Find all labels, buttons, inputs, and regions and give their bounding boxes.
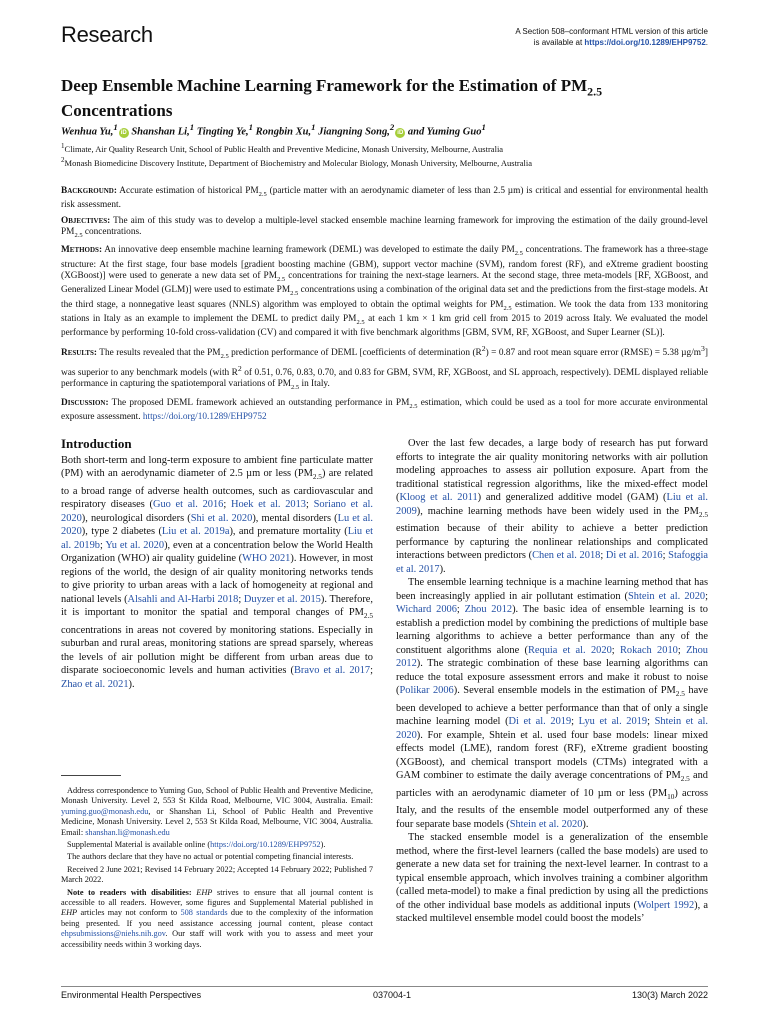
body-text: have been developed to achieve a better performance than that of only a single machine learning model ( <box>396 685 708 728</box>
body-text: ), a stacked multilevel ensemble model could boost the models’ <box>396 899 708 925</box>
background-label: Background: <box>61 186 117 196</box>
body-text: ). Several ensemble models in the estimation of PM <box>453 685 676 697</box>
separator: ; <box>705 590 708 602</box>
footnote-accessibility <box>61 888 373 950</box>
abstract-text: concentrations. <box>82 227 142 238</box>
footnote-dates: Received 2 June 2021; Revised 14 February 2022; Accepted 14 February 2022; Published 7 March 2022. <box>61 864 373 885</box>
footnote-supplemental <box>61 840 373 850</box>
citation-link[interactable]: Di et al. 2019 <box>508 716 572 728</box>
author-6-affil: 1 <box>481 122 486 132</box>
body-text: ) and generalized additive model (GAM) ( <box>477 492 667 503</box>
citation-link[interactable]: Lu et al. 2020 <box>61 512 373 538</box>
subscript: 2.5 <box>675 690 685 699</box>
conformance-note <box>515 26 708 48</box>
abstract-text: in Italy. <box>299 379 330 390</box>
author-5[interactable]: Jiangning Song, <box>318 126 390 138</box>
author-4-affil: 1 <box>311 122 316 132</box>
affiliation-1 <box>61 141 721 155</box>
subscript: 2.5 <box>503 304 512 312</box>
subscript: 2.5 <box>356 318 365 326</box>
body-text: concentrations in areas not covered by monitoring stations. Especially in suburban and rural areas, monitoring stations are spread sparsely, whereas the levels of air pollution might be different from urban areas due to disparate socioeconomic levels and human activities ( <box>61 624 373 677</box>
ehp-email-link[interactable]: ehpsubmissions@niehs.nih.gov <box>61 929 166 939</box>
508-standards-link[interactable]: 508 standards <box>180 908 228 918</box>
body-text: Both short-term and long-term exposure to ambient fine particulate matter (PM) with an aerodynamic diameter of 2.5 µm or less (PM <box>61 454 373 479</box>
citation-link[interactable]: Zhou 2012 <box>396 644 708 670</box>
superscript: 2 <box>481 344 486 354</box>
right-paragraph-3 <box>396 831 708 926</box>
abstract-text: estimation, which could be used as a tool for more accurate environmental exposure assessment. <box>61 397 709 422</box>
footnote-text: . Our staff will work with you to assess and meet your accessibility needs within 3 working days. <box>61 929 373 949</box>
body-text: ), and premature mortality ( <box>229 526 348 538</box>
journal-abbrev: EHP <box>61 908 78 918</box>
body-text: ) are related to a broad range of adverse health outcomes, such as cardiovascular and respiratory diseases ( <box>61 468 374 511</box>
author-list <box>61 122 721 138</box>
abstract-background <box>61 186 708 212</box>
separator: ; <box>370 665 373 677</box>
body-text: and particles with an aerodynamic diameter of 10 µm or less (PM <box>396 770 708 799</box>
body-text: ). <box>128 678 135 690</box>
author-2[interactable]: Shanshan Li, <box>131 126 190 138</box>
citation-link[interactable]: Chen et al. 2018 <box>532 550 601 562</box>
body-text: ), neurological disorders ( <box>81 512 191 524</box>
body-text: ), type 2 diabetes ( <box>81 526 162 538</box>
conformance-line2-suffix: . <box>705 38 708 47</box>
separator: ; <box>662 550 669 562</box>
abstract-text: Accurate estimation of historical PM <box>116 186 259 196</box>
results-label: Results: <box>61 348 98 359</box>
author-5-affil: 2 <box>389 122 395 132</box>
citation-link[interactable]: Stafoggia et al. 2017 <box>396 550 708 575</box>
author-3[interactable]: Tingting Ye, <box>196 126 249 138</box>
subscript: 2.5 <box>220 353 229 361</box>
footnote-text: Supplemental Material is available online ( <box>67 840 211 850</box>
separator: ; <box>600 550 606 562</box>
accessibility-label: Note to readers with disabilities: <box>67 887 192 897</box>
orcid-icon[interactable]: iD <box>397 129 404 136</box>
discussion-label: Discussion: <box>61 397 109 408</box>
footnote-text: Address correspondence to Yuming Guo, School of Public Health and Preventive Medicine, Monash University. Level 2, 553 St Kilda Road, Melbourne, VIC 3004, Australia. Email: <box>61 786 373 806</box>
affiliation-1-sup: 1 <box>61 142 65 150</box>
abstract-doi-link[interactable]: https://doi.org/10.1289/EHP9752 <box>142 411 267 422</box>
affiliations <box>61 141 721 170</box>
conformance-doi-link[interactable]: https://doi.org/10.1289/EHP9752 <box>584 38 706 47</box>
citation-link[interactable]: Shtein et al. 2020 <box>509 818 583 830</box>
abstract <box>61 186 708 427</box>
body-text: ), even at a concentration below the World Health Organization (WHO) air quality guideline ( <box>61 539 374 565</box>
footnote-competing-interests: The authors declare that they have no actual or potential competing financial interests. <box>67 852 354 862</box>
citation-link[interactable]: Bravo et al. 2017 <box>294 665 371 677</box>
body-text: ). The basic idea of ensemble learning is to establish a prediction model by combining the predictions of multiple base learning algorithms to achieve a better performance than any of the constituent algorithms alone ( <box>396 604 708 656</box>
body-text: ). Therefore, it is important to monitor the spatial and temporal changes of PM <box>61 593 373 619</box>
subscript: 2.5 <box>363 612 373 621</box>
abstract-text: concentrations for training the next-stage learners. At the second stage, three meta-models [RF, XGBoost, and Generalized Linear Model (GLM)] were used to estimate PM <box>61 271 708 296</box>
right-paragraph-1 <box>396 437 708 576</box>
abstract-text: ) = 0.87 and root mean square error (RMSE) = 5.38 µg/m <box>485 348 702 359</box>
intro-paragraph-1 <box>61 454 373 692</box>
footnote-text: strives to ensure that all journal content is accessible to all readers. However, some figures and Supplemental Material published in <box>61 887 374 908</box>
subscript: 2.5 <box>74 231 83 239</box>
abstract-text: of 0.51, 0.76, 0.83, 0.70, and 0.83 for GBM, SVM, RF, XGBoost, and SL approach, respectively). DEML displayed reliable performance in capturing the spatiotemporal variations of PM <box>61 367 708 390</box>
footnote-text: articles may not conform to <box>77 908 181 918</box>
footer-journal: Environmental Health Perspectives <box>61 990 202 1000</box>
affiliation-1-text: Climate, Air Quality Research Unit, School of Public Health and Preventive Medicine, Monash University, Melbourne, Australia <box>64 143 504 154</box>
superscript: 3 <box>701 344 705 354</box>
email-link[interactable]: shanshan.li@monash.edu <box>85 827 170 837</box>
citation-link[interactable]: Lyu et al. 2019 <box>578 716 648 728</box>
title-main: Deep Ensemble Machine Learning Framework for the Estimation of PM <box>61 76 588 95</box>
footnote-text: , or Shanshan Li, School of Public Health and Preventive Medicine, Monash University. Level 2, 553 St Kilda Road, Melbourne, VIC 3004, Australia. Email: <box>61 806 373 837</box>
citation-link[interactable]: Zhou 2012 <box>464 604 513 616</box>
abstract-text: An innovative deep ensemble machine learning framework (DEML) was developed to estimate the daily PM <box>102 245 515 256</box>
citation-link[interactable]: Liu et al. 2009 <box>396 492 708 517</box>
citation-link[interactable]: Shtein et al. 2020 <box>396 716 708 741</box>
subscript: 2.5 <box>698 510 708 519</box>
citation-link[interactable]: Shi et al. 2020 <box>190 512 253 524</box>
author-6[interactable]: and Yuming Guo <box>407 126 482 138</box>
abstract-text: The proposed DEML framework achieved an outstanding performance in PM <box>108 397 410 408</box>
separator: ; <box>99 539 106 551</box>
body-text: ) across Italy, and the results of the ensemble model outperformed any of these four separate base models ( <box>396 787 708 830</box>
subscript: 2.5 <box>409 402 418 410</box>
author-2-affil: 1 <box>189 122 195 132</box>
right-paragraph-2 <box>396 576 708 831</box>
left-column <box>61 437 373 691</box>
footnote-correspondence <box>61 786 373 838</box>
footnote-text: ). <box>320 840 326 850</box>
citation-link[interactable]: Hoek et al. 2013 <box>230 499 307 511</box>
abstract-text: ] was superior to any benchmark models (with R <box>61 348 708 378</box>
body-text: ), machine learning methods have been widely used in the PM <box>416 505 699 517</box>
title-line2: Concentrations <box>61 101 173 121</box>
footnote-divider <box>61 775 121 776</box>
abstract-text: at each 1 km × 1 km grid cell from 2015 to 2019 across Italy. We evaluated the model performance by performing 10-fold cross-validation (CV) and compared it with five benchmark algorithms [GBM, SVM, RF, XGBoost, and Super Learner (SL)]. <box>61 313 708 339</box>
subscript: 2.5 <box>290 290 299 298</box>
citation-link[interactable]: Shtein et al. 2020 <box>628 590 706 602</box>
body-text: The stacked ensemble model is a generalization of the ensemble method, where the first-level learners (called the base models) are used to generate a new data set for training the next-level learner. In contrast to a typical ensemble approach, which involves training a combiner algorithm (called meta-model) to make a final prediction by using all the predictions of the other individual base models as additional inputs ( <box>396 832 708 911</box>
citation-link[interactable]: Wolpert 1992 <box>636 899 695 911</box>
affiliation-2-text: Monash Biomedicine Discovery Institute, Department of Biochemistry and Molecular Biology, Monash University, Melbourne, Australia <box>64 158 533 169</box>
subscript: 2.5 <box>514 250 523 258</box>
separator: ; <box>456 604 465 616</box>
objectives-label: Objectives: <box>61 215 111 226</box>
separator: ; <box>306 499 314 511</box>
footnote-text: due to the complexity of the information being presented. If you need assistance accessing journal content, please contact <box>61 908 373 928</box>
body-text: Over the last few decades, a large body of research has put forward efforts to integrate the air quality monitoring networks with air pollution modeling approaches to assess air pollution exposure. Apart from the traditional statistical regression algorithms, like the mixed-effect model ( <box>396 438 708 503</box>
body-text: ). For example, Shtein et al. used four base models: linear mixed effects model (LME), random forest (RF), eXtreme gradient boosting (XGBoost), and chemical transport models (CTMs) integrated with a GAM combiner to estimate the daily average concentrations of PM <box>396 729 708 782</box>
superscript: 2 <box>237 363 242 373</box>
affiliation-2-sup: 2 <box>61 156 65 165</box>
separator: ; <box>223 499 231 511</box>
citation-link[interactable]: Guo et al. 2016 <box>152 499 224 511</box>
section-heading-introduction: Introduction <box>61 436 132 451</box>
body-text: ), mental disorders ( <box>252 512 338 524</box>
abstract-text: concentrations. The framework has a three-stage structure: At the first stage, four base models [gradient boosting machine (GBM), support vector machine (SVM), random forest (RF), and eXtreme gradient boosting (XGBoost)] were used to generate a new data set of PM <box>61 245 708 282</box>
citation-link[interactable]: WHO 2021 <box>242 553 291 565</box>
abstract-discussion <box>61 398 708 424</box>
subscript: 2.5 <box>276 275 286 283</box>
body-text: estimation because of their ability to achieve a better prediction performance by capturing the nonlinear relationships and complicated interactions between predictors ( <box>396 523 708 562</box>
abstract-text: The results revealed that the PM <box>97 348 221 359</box>
abstract-text: estimation. We took the data from 133 monitoring stations in Italy as an example to implement the DEML to predict daily PM <box>61 299 708 324</box>
citation-link[interactable]: Liu et al. 2019a <box>161 526 230 538</box>
title-sub: 2.5 <box>587 84 603 99</box>
citation-link[interactable]: Duyzer et al. 2015 <box>243 593 321 605</box>
orcid-icon[interactable]: iD <box>120 129 127 136</box>
email-link[interactable]: yuming.guo@monash.edu <box>61 806 149 816</box>
citation-link[interactable]: Polikar 2006 <box>399 685 454 697</box>
body-text: ). The strategic combination of these base learning algorithms can reduce the total exposure assessment errors and make it robust to noise ( <box>396 658 708 697</box>
abstract-text: (particle matter with an aerodynamic diameter of less than 2.5 µm) is critical and essential for environmental health risk assessment. <box>61 186 708 211</box>
subscript: 2.5 <box>312 473 322 482</box>
separator: ; <box>238 593 244 605</box>
abstract-text: The aim of this study was to develop a multiple-level stacked ensemble machine learning framework for improving the estimation of the daily ground-level PM <box>61 215 708 238</box>
affiliation-2 <box>61 155 721 169</box>
citation-link[interactable]: Alsahli and Al-Harbi 2018 <box>127 593 239 605</box>
author-4[interactable]: Rongbin Xu, <box>255 126 312 138</box>
citation-link[interactable]: Liu et al. 2019b <box>61 526 373 551</box>
section-label: Research <box>61 22 153 47</box>
abstract-results <box>61 343 708 393</box>
body-text: ). <box>439 563 446 575</box>
citation-link[interactable]: Kloog et al. 2011 <box>399 492 478 503</box>
subscript: 2.5 <box>680 775 690 784</box>
abstract-objectives <box>61 216 708 242</box>
subscript: 10 <box>667 792 675 801</box>
footer-issue: 130(3) March 2022 <box>631 990 708 1000</box>
citation-link[interactable]: Yu et al. 2020 <box>105 539 165 551</box>
conformance-line2-prefix: is available at <box>533 38 585 47</box>
citation-link[interactable]: Soriano et al. 2020 <box>61 499 373 524</box>
subscript: 2.5 <box>258 190 267 198</box>
separator: ; <box>677 644 687 656</box>
abstract-text: concentrations using a combination of the original data set and the predictions from the first-stage models. At the third stage, a nonnegative least squares (NNLS) algorithm was employed to obtain the optimal weights for PM <box>61 285 708 310</box>
conformance-line1: A Section 508–conformant HTML version of this article <box>515 27 708 36</box>
separator: ; <box>571 716 579 728</box>
article-title <box>61 76 711 121</box>
citation-link[interactable]: Di et al. 2016 <box>605 550 663 562</box>
citation-link[interactable]: Zhao et al. 2021 <box>61 678 129 690</box>
abstract-methods <box>61 245 708 339</box>
supplemental-doi-link[interactable]: https://doi.org/10.1289/EHP9752 <box>210 840 321 850</box>
author-1-affil: 1 <box>113 122 118 132</box>
citation-link[interactable]: Wichard 2006 <box>396 604 457 616</box>
journal-abbrev: EHP <box>196 887 213 897</box>
subscript: 2.5 <box>291 384 300 392</box>
right-column <box>396 437 708 926</box>
author-1[interactable]: Wenhua Yu, <box>61 126 114 138</box>
footnotes <box>61 786 373 952</box>
footer-article-id: 037004-1 <box>373 990 412 1000</box>
citation-link[interactable]: Rokach 2010 <box>619 644 678 656</box>
body-text: ). However, in most regions of the world, the design of air quality monitoring networks tends to give priority to urban areas with a lack of homogeneity at regional and national levels ( <box>61 553 373 605</box>
separator: ; <box>647 716 655 728</box>
citation-link[interactable]: Requia et al. 2020 <box>527 644 612 656</box>
body-text: The ensemble learning technique is a machine learning method that has been increasingly applied in air pollutant estimation ( <box>396 577 708 602</box>
footer-divider <box>61 986 708 987</box>
separator: ; <box>611 644 620 656</box>
methods-label: Methods: <box>61 245 103 256</box>
author-3-affil: 1 <box>248 122 254 132</box>
body-text: ). <box>582 818 589 830</box>
abstract-text: prediction performance of DEML [coefficients of determination (R <box>228 348 482 359</box>
